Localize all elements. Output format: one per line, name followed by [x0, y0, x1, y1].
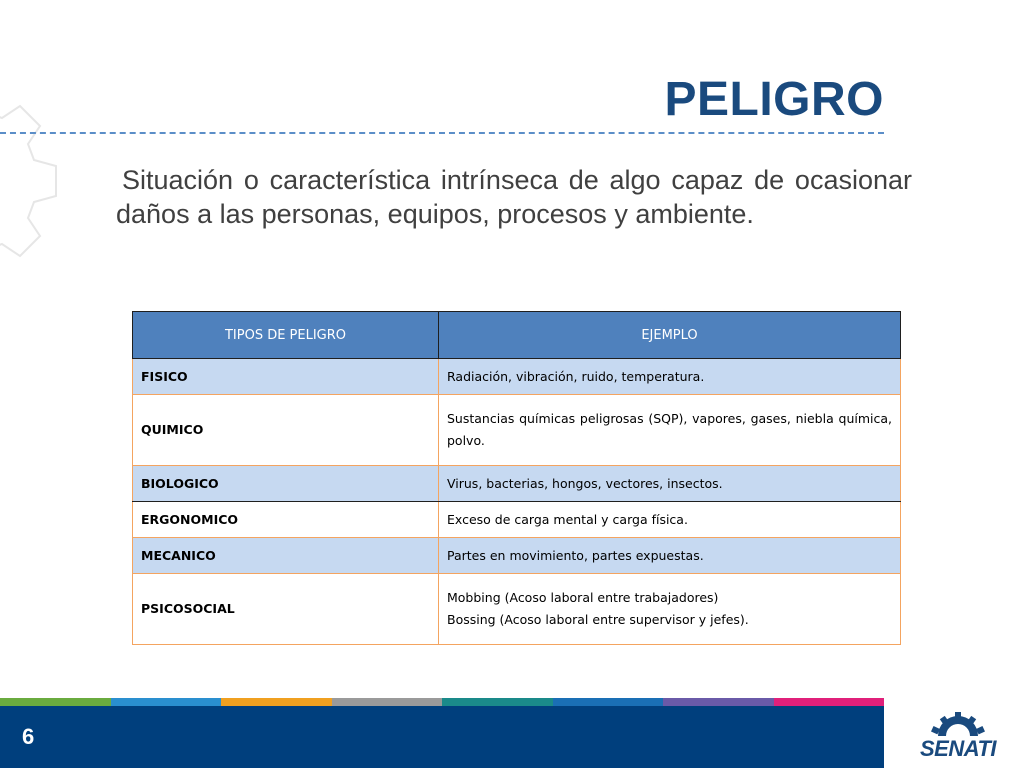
footer-stripe	[442, 698, 553, 706]
hazard-type-cell: QUIMICO	[133, 395, 439, 466]
table-row	[133, 466, 901, 502]
footer-stripe	[111, 698, 222, 706]
definition-text: Situación o característica intrínseca de algo capaz de ocasionar daños a las personas, equipos, procesos y ambiente.	[116, 165, 912, 229]
hazard-type-cell: FISICO	[133, 359, 439, 395]
hazard-type-cell: ERGONOMICO	[133, 502, 439, 538]
footer-color-stripes	[0, 698, 884, 706]
hazard-example-cell: Partes en movimiento, partes expuestas.	[439, 538, 901, 574]
gear-outline-icon	[0, 82, 80, 282]
footer-stripe	[774, 698, 885, 706]
footer-bar	[0, 706, 884, 768]
hazard-type-cell: PSICOSOCIAL	[133, 574, 439, 645]
hazard-example-line: Bossing (Acoso laboral entre supervisor y jefes).	[447, 612, 749, 627]
senati-logo-text: SENATI	[919, 736, 997, 761]
hazard-example-cell: Virus, bacterias, hongos, vectores, insectos.	[439, 466, 901, 502]
table-row	[133, 395, 901, 466]
page-title: PELIGRO	[664, 73, 884, 126]
table-row	[133, 502, 901, 538]
table-row	[133, 359, 901, 395]
hazard-example-cell: Radiación, vibración, ruido, temperatura.	[439, 359, 901, 395]
column-header-type: TIPOS DE PELIGRO	[133, 312, 439, 359]
table-row	[133, 538, 901, 574]
footer-stripe	[553, 698, 664, 706]
column-header-example: EJEMPLO	[439, 312, 901, 359]
hazard-type-cell: BIOLOGICO	[133, 466, 439, 502]
hazard-types-table	[132, 311, 901, 645]
table-row	[133, 574, 901, 645]
footer-stripe	[332, 698, 443, 706]
hazard-example-line: Mobbing (Acoso laboral entre trabajadores)	[447, 590, 719, 605]
hazard-example-cell: Sustancias químicas peligrosas (SQP), vapores, gases, niebla química, polvo.	[439, 395, 901, 466]
table-header-row	[133, 312, 901, 359]
hazard-example-cell	[439, 574, 901, 645]
hazard-example-cell: Exceso de carga mental y carga física.	[439, 502, 901, 538]
page-number: 6	[22, 724, 35, 749]
title-divider	[0, 132, 884, 134]
footer-stripe	[0, 698, 111, 706]
footer-stripe	[663, 698, 774, 706]
footer-stripe	[221, 698, 332, 706]
hazard-type-cell: MECANICO	[133, 538, 439, 574]
